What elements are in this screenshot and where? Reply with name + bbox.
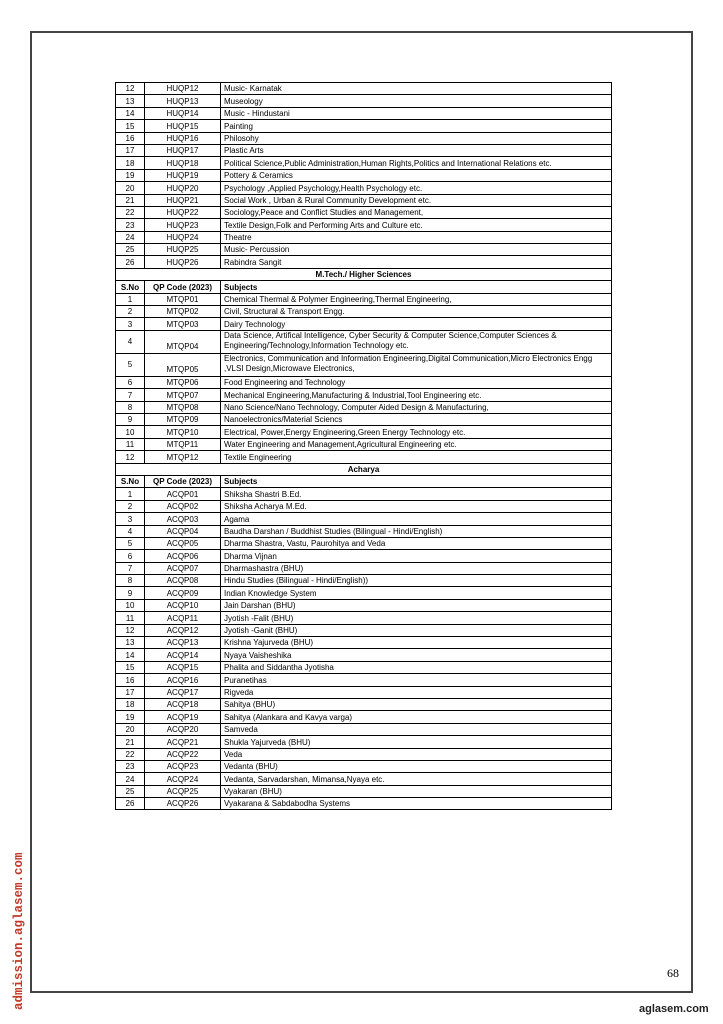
sno-cell: 15 xyxy=(116,120,145,132)
table-row xyxy=(116,144,612,156)
sno-cell: 6 xyxy=(116,550,145,562)
section-mtech xyxy=(116,268,612,280)
subject-cell: Rigveda xyxy=(221,686,612,698)
subject-cell: Music- Karnatak xyxy=(221,83,612,95)
header-qp-code: QP Code (2023) xyxy=(145,475,221,487)
sno-cell: 25 xyxy=(116,785,145,797)
subject-cell: Vyakaran (BHU) xyxy=(221,785,612,797)
table-row xyxy=(116,562,612,574)
sno-cell: 26 xyxy=(116,256,145,268)
table-row xyxy=(116,637,612,649)
column-header-row xyxy=(116,475,612,487)
qp-code-cell: ACQP20 xyxy=(145,723,221,735)
qp-code-cell: MTQP07 xyxy=(145,389,221,401)
qp-code-table xyxy=(115,82,612,810)
sno-cell: 19 xyxy=(116,711,145,723)
table-row xyxy=(116,353,612,376)
qp-code-cell: ACQP02 xyxy=(145,500,221,512)
table-row xyxy=(116,537,612,549)
table-row xyxy=(116,330,612,353)
table-row xyxy=(116,513,612,525)
sno-cell: 14 xyxy=(116,649,145,661)
sno-cell: 18 xyxy=(116,157,145,169)
table-row xyxy=(116,624,612,636)
qp-code-cell: ACQP23 xyxy=(145,760,221,772)
sno-cell: 17 xyxy=(116,144,145,156)
sno-cell: 3 xyxy=(116,318,145,330)
table-row xyxy=(116,451,612,463)
subject-cell: Textile Design,Folk and Performing Arts and Culture etc. xyxy=(221,219,612,231)
sno-cell: 14 xyxy=(116,107,145,119)
qp-code-cell: MTQP10 xyxy=(145,426,221,438)
table-row xyxy=(116,723,612,735)
table-row xyxy=(116,306,612,318)
subject-cell: Shiksha Shastri B.Ed. xyxy=(221,488,612,500)
subject-cell: Mechanical Engineering,Manufacturing & Industrial,Tool Engineering etc. xyxy=(221,389,612,401)
table-row xyxy=(116,401,612,413)
subject-cell: Jain Darshan (BHU) xyxy=(221,599,612,611)
sno-cell: 15 xyxy=(116,661,145,673)
sno-cell: 7 xyxy=(116,389,145,401)
qp-code-cell: ACQP07 xyxy=(145,562,221,574)
sno-cell: 12 xyxy=(116,451,145,463)
qp-code-cell: MTQP01 xyxy=(145,293,221,305)
subject-cell: Dairy Technology xyxy=(221,318,612,330)
table-row xyxy=(116,83,612,95)
sno-cell: 6 xyxy=(116,376,145,388)
subject-cell: Data Science, Artifical Intelligence, Cyber Security & Computer Science,Computer Sciences & Engineering/Technology,Information Technology etc. xyxy=(221,330,612,353)
qp-code-cell: ACQP16 xyxy=(145,674,221,686)
qp-code-cell: ACQP09 xyxy=(145,587,221,599)
qp-code-cell: ACQP06 xyxy=(145,550,221,562)
qp-code-cell: HUQP16 xyxy=(145,132,221,144)
sno-cell: 24 xyxy=(116,231,145,243)
brand-watermark: aglasem.com xyxy=(639,1003,709,1015)
subject-cell: Baudha Darshan / Buddhist Studies (Bilingual - Hindi/English) xyxy=(221,525,612,537)
sno-cell: 20 xyxy=(116,723,145,735)
table-row xyxy=(116,612,612,624)
subject-cell: Chemical Thermal & Polymer Engineering,Thermal Engineering, xyxy=(221,293,612,305)
qp-code-cell: MTQP09 xyxy=(145,413,221,425)
table-row xyxy=(116,95,612,107)
table-row xyxy=(116,389,612,401)
qp-code-cell: MTQP03 xyxy=(145,318,221,330)
table-row xyxy=(116,711,612,723)
table-row xyxy=(116,293,612,305)
qp-code-cell: HUQP18 xyxy=(145,157,221,169)
qp-code-cell: ACQP05 xyxy=(145,537,221,549)
header-subjects: Subjects xyxy=(221,475,612,487)
sno-cell: 3 xyxy=(116,513,145,525)
table-row xyxy=(116,157,612,169)
table-row xyxy=(116,244,612,256)
table-row xyxy=(116,798,612,810)
sno-cell: 9 xyxy=(116,587,145,599)
table-row xyxy=(116,674,612,686)
table-row xyxy=(116,686,612,698)
qp-code-cell: HUQP20 xyxy=(145,182,221,194)
table-row xyxy=(116,206,612,218)
qp-code-cell: HUQP25 xyxy=(145,244,221,256)
table-row xyxy=(116,120,612,132)
subject-cell: Sociology,Peace and Conflict Studies and Management, xyxy=(221,206,612,218)
qp-code-cell: HUQP21 xyxy=(145,194,221,206)
qp-code-cell: ACQP25 xyxy=(145,785,221,797)
subject-cell: Philosohy xyxy=(221,132,612,144)
subject-cell: Water Engineering and Management,Agricultural Engineering etc. xyxy=(221,438,612,450)
sno-cell: 26 xyxy=(116,798,145,810)
qp-code-cell: MTQP06 xyxy=(145,376,221,388)
table-row xyxy=(116,318,612,330)
table-row xyxy=(116,698,612,710)
table-row xyxy=(116,748,612,760)
qp-code-cell: ACQP12 xyxy=(145,624,221,636)
qp-code-cell: ACQP24 xyxy=(145,773,221,785)
qp-code-cell: MTQP12 xyxy=(145,451,221,463)
header-sno: S.No xyxy=(116,281,145,293)
subject-cell: Sahitya (Alankara and Kavya varga) xyxy=(221,711,612,723)
sno-cell: 1 xyxy=(116,293,145,305)
column-header-row xyxy=(116,281,612,293)
subject-cell: Krishna Yajurveda (BHU) xyxy=(221,637,612,649)
qp-code-cell: MTQP02 xyxy=(145,306,221,318)
qp-code-cell: HUQP26 xyxy=(145,256,221,268)
qp-code-cell: ACQP10 xyxy=(145,599,221,611)
subject-cell: Pottery & Ceramics xyxy=(221,169,612,181)
header-qp-code: QP Code (2023) xyxy=(145,281,221,293)
sno-cell: 12 xyxy=(116,624,145,636)
sno-cell: 1 xyxy=(116,488,145,500)
subject-cell: Electronics, Communication and Information Engineering,Digital Communication,Micro Electronics Engg ,VLSI Design,Microwave Electronics, xyxy=(221,353,612,376)
subject-cell: Veda xyxy=(221,748,612,760)
qp-code-cell: ACQP01 xyxy=(145,488,221,500)
subject-cell: Nano Science/Nano Technology, Computer Aided Design & Manufacturing, xyxy=(221,401,612,413)
subject-cell: Vyakarana & Sabdabodha Systems xyxy=(221,798,612,810)
subject-cell: Rabindra Sangit xyxy=(221,256,612,268)
qp-code-cell: HUQP22 xyxy=(145,206,221,218)
subject-cell: Social Work , Urban & Rural Community Development etc. xyxy=(221,194,612,206)
table-row xyxy=(116,587,612,599)
sno-cell: 5 xyxy=(116,353,145,376)
qp-code-cell: ACQP17 xyxy=(145,686,221,698)
table-row xyxy=(116,575,612,587)
sno-cell: 9 xyxy=(116,413,145,425)
subject-cell: Samveda xyxy=(221,723,612,735)
table-row xyxy=(116,219,612,231)
header-subjects: Subjects xyxy=(221,281,612,293)
subject-cell: Museology xyxy=(221,95,612,107)
table-row xyxy=(116,525,612,537)
subject-cell: Indian Knowledge System xyxy=(221,587,612,599)
qp-code-cell: MTQP08 xyxy=(145,401,221,413)
qp-code-cell: MTQP04 xyxy=(145,330,221,353)
table-row xyxy=(116,169,612,181)
sno-cell: 11 xyxy=(116,438,145,450)
sno-cell: 22 xyxy=(116,748,145,760)
subject-cell: Dharma Shastra, Vastu, Paurohitya and Veda xyxy=(221,537,612,549)
subject-cell: Jyotish -Falit (BHU) xyxy=(221,612,612,624)
subject-cell: Puranetihas xyxy=(221,674,612,686)
subject-cell: Vedanta (BHU) xyxy=(221,760,612,772)
section-title: M.Tech./ Higher Sciences xyxy=(116,268,612,280)
subject-cell: Dharmashastra (BHU) xyxy=(221,562,612,574)
qp-code-cell: ACQP04 xyxy=(145,525,221,537)
sno-cell: 17 xyxy=(116,686,145,698)
sno-cell: 21 xyxy=(116,736,145,748)
section-acharya xyxy=(116,463,612,475)
table-row xyxy=(116,132,612,144)
table-row xyxy=(116,438,612,450)
sno-cell: 23 xyxy=(116,760,145,772)
qp-code-cell: ACQP18 xyxy=(145,698,221,710)
table-row xyxy=(116,649,612,661)
sno-cell: 25 xyxy=(116,244,145,256)
table-row xyxy=(116,194,612,206)
qp-code-cell: ACQP14 xyxy=(145,649,221,661)
sno-cell: 22 xyxy=(116,206,145,218)
table-row xyxy=(116,773,612,785)
qp-code-cell: ACQP11 xyxy=(145,612,221,624)
qp-code-cell: ACQP19 xyxy=(145,711,221,723)
table-row xyxy=(116,488,612,500)
subject-cell: Painting xyxy=(221,120,612,132)
sno-cell: 19 xyxy=(116,169,145,181)
qp-code-cell: ACQP21 xyxy=(145,736,221,748)
header-sno: S.No xyxy=(116,475,145,487)
subject-cell: Sahitya (BHU) xyxy=(221,698,612,710)
subject-cell: Plastic Arts xyxy=(221,144,612,156)
subject-cell: Vedanta, Sarvadarshan, Mimansa,Nyaya etc. xyxy=(221,773,612,785)
table-row xyxy=(116,500,612,512)
table-row xyxy=(116,760,612,772)
subject-cell: Phalita and Siddantha Jyotisha xyxy=(221,661,612,673)
subject-cell: Hindu Studies (Bilingual - Hindi/English)) xyxy=(221,575,612,587)
sno-cell: 8 xyxy=(116,401,145,413)
qp-code-cell: ACQP08 xyxy=(145,575,221,587)
subject-cell: Shukla Yajurveda (BHU) xyxy=(221,736,612,748)
qp-code-cell: ACQP03 xyxy=(145,513,221,525)
subject-cell: Electrical, Power,Energy Engineering,Green Energy Technology etc. xyxy=(221,426,612,438)
subject-cell: Theatre xyxy=(221,231,612,243)
qp-code-cell: HUQP15 xyxy=(145,120,221,132)
sno-cell: 21 xyxy=(116,194,145,206)
side-watermark: admission.aglasem.com xyxy=(12,852,26,1010)
sno-cell: 4 xyxy=(116,330,145,353)
qp-code-cell: HUQP12 xyxy=(145,83,221,95)
sno-cell: 12 xyxy=(116,83,145,95)
qp-code-cell: ACQP22 xyxy=(145,748,221,760)
qp-code-cell: HUQP19 xyxy=(145,169,221,181)
sno-cell: 13 xyxy=(116,95,145,107)
subject-cell: Political Science,Public Administration,Human Rights,Politics and International Relations etc. xyxy=(221,157,612,169)
page-number: 68 xyxy=(667,966,679,980)
table-row xyxy=(116,426,612,438)
subject-cell: Dharma Vijnan xyxy=(221,550,612,562)
table-row xyxy=(116,413,612,425)
table-row xyxy=(116,256,612,268)
qp-code-cell: HUQP14 xyxy=(145,107,221,119)
qp-code-cell: ACQP13 xyxy=(145,637,221,649)
qp-code-cell: HUQP13 xyxy=(145,95,221,107)
subject-cell: Civil, Structural & Transport Engg. xyxy=(221,306,612,318)
subject-cell: Shiksha Acharya M.Ed. xyxy=(221,500,612,512)
table-row xyxy=(116,661,612,673)
sno-cell: 11 xyxy=(116,612,145,624)
table-row xyxy=(116,785,612,797)
table-row xyxy=(116,107,612,119)
sno-cell: 2 xyxy=(116,306,145,318)
table-row xyxy=(116,550,612,562)
sno-cell: 4 xyxy=(116,525,145,537)
subject-cell: Textile Engineering xyxy=(221,451,612,463)
table-row xyxy=(116,599,612,611)
qp-code-cell: HUQP17 xyxy=(145,144,221,156)
sno-cell: 18 xyxy=(116,698,145,710)
sno-cell: 13 xyxy=(116,637,145,649)
table-row xyxy=(116,231,612,243)
sno-cell: 7 xyxy=(116,562,145,574)
sno-cell: 10 xyxy=(116,426,145,438)
sno-cell: 24 xyxy=(116,773,145,785)
qp-code-cell: ACQP15 xyxy=(145,661,221,673)
sno-cell: 10 xyxy=(116,599,145,611)
qp-code-cell: HUQP24 xyxy=(145,231,221,243)
table-row xyxy=(116,182,612,194)
qp-code-cell: HUQP23 xyxy=(145,219,221,231)
qp-code-cell: MTQP11 xyxy=(145,438,221,450)
table-row xyxy=(116,376,612,388)
subject-cell: Nyaya Vaisheshika xyxy=(221,649,612,661)
sno-cell: 5 xyxy=(116,537,145,549)
subject-cell: Food Engineering and Technology xyxy=(221,376,612,388)
sno-cell: 20 xyxy=(116,182,145,194)
sno-cell: 23 xyxy=(116,219,145,231)
subject-cell: Music - Hindustani xyxy=(221,107,612,119)
subject-cell: Psychology ,Applied Psychology,Health Psychology etc. xyxy=(221,182,612,194)
table-row xyxy=(116,736,612,748)
sno-cell: 2 xyxy=(116,500,145,512)
sno-cell: 16 xyxy=(116,132,145,144)
qp-code-cell: MTQP05 xyxy=(145,353,221,376)
subject-cell: Nanoelectronics/Material Sciencs xyxy=(221,413,612,425)
subject-cell: Music- Percussion xyxy=(221,244,612,256)
subject-cell: Jyotish -Ganit (BHU) xyxy=(221,624,612,636)
sno-cell: 8 xyxy=(116,575,145,587)
subject-cell: Agama xyxy=(221,513,612,525)
section-title: Acharya xyxy=(116,463,612,475)
qp-code-cell: ACQP26 xyxy=(145,798,221,810)
qp-table-body xyxy=(116,83,612,810)
sno-cell: 16 xyxy=(116,674,145,686)
